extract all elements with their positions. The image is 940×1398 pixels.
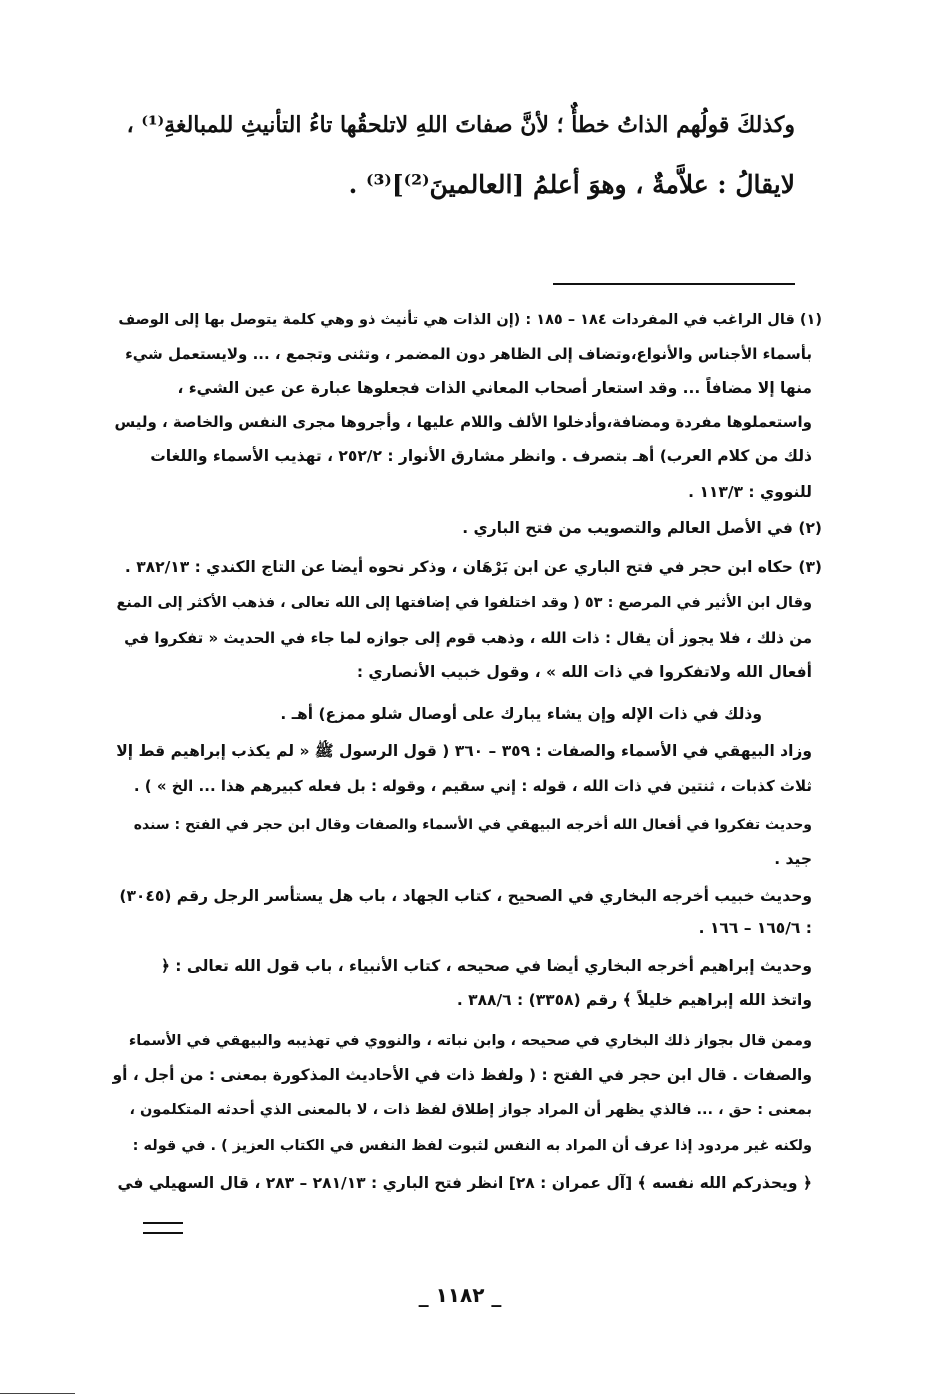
continuation-mark <box>143 1222 183 1234</box>
footnote-line: وقال ابن الأثير في المرصع : ٥٣ ( وقد اختلفوا في إضافتها إلى الله تعالى ، فذهب الأكثر إلى المنع <box>116 595 812 611</box>
footnote-line: وحديث تفكروا في أفعال الله أخرجه البيهقي في الأسماء والصفات وقال ابن حجر في الفتح : سنده <box>133 817 812 833</box>
footnote-line: واتخذ الله إبراهيم خليلاً ﴾ رقم (٣٣٥٨) : ٣٨٨/٦ . <box>456 991 812 1009</box>
footnote-line: ثلاث كذبات ، ثنتين في ذات الله ، قوله : إني سقيم ، وقوله : بل فعله كبيرهم هذا ... الخ » ) . <box>133 777 812 795</box>
footnote-line: ﴿ ويحذركم الله نفسه ﴾ [آل عمران : ٢٨] انظر فتح الباري : ٢٨١/١٣ – ٢٨٣ ، قال السهيلي في <box>117 1174 812 1192</box>
footnote-line: (٣) حكاه ابن حجر في فتح الباري عن ابن بَرْهَان ، وذكر نحوه أيضا عن التاج الكندي : ٣٨٢/١٣ . <box>124 558 822 576</box>
footnote-line: وحديث خبيب أخرجه البخاري في الصحيح ، كتاب الجهاد ، باب هل يستأسر الرجل رقم (٣٠٤٥) <box>119 887 812 905</box>
footnote-line: والصفات . قال ابن حجر في الفتح : ( ولفظ ذات في الأحاديث المذكورة بمعنى : من أجل ، أو <box>112 1066 812 1084</box>
scan-edge-line <box>0 1393 75 1394</box>
footnote-line: منها إلا مضافاً ... وقد استعار أصحاب المعاني الذات فجعلوها عبارة عن عين الشيء ، <box>177 379 812 397</box>
footnote-line: وممن قال بجواز ذلك البخاري في صحيحه ، وابن نباته ، والنووي في تهذيبه والبيهقي في الأسماء <box>128 1033 812 1049</box>
footnote-line: جيد . <box>774 850 812 868</box>
footnote-line: : ١٦٥/٦ – ١٦٦ . <box>698 919 812 937</box>
footnote-line: (١) قال الراغب في المفردات ١٨٤ – ١٨٥ : (إن الذات هي تأنيث ذو وهي كلمة يتوصل بها إلى الوصف <box>118 312 822 328</box>
footnote-line: بأسماء الأجناس والأنواع،وتضاف إلى الظاهر دون المضمر ، وتثنى وتجمع ، ... ولايستعمل شيء <box>125 345 812 363</box>
footnote-line: واستعملوها مفردة ومضافة،وأدخلوا الألف واللام عليها ، وأجروها مجرى النفس والخاصة ، وليس <box>114 413 812 431</box>
footnote-line: للنووي : ١١٣/٣ . <box>688 483 812 501</box>
footnote-line: (٢) في الأصل العالم والتصويب من فتح الباري . <box>462 519 822 537</box>
footnote-line: وزاد البيهقي في الأسماء والصفات : ٣٥٩ – ٣٦٠ ( قول الرسول ﷺ « لم يكذب إبراهيم قط إلا <box>116 742 812 760</box>
main-text-line-1: وكذلكَ قولُهم الذاتُ خطأٌ ؛ لأنَّ صفاتَ اللهِ لاتلحقُها تاءُ التأنيثِ للمبالغةِ⁽¹⁾ ، <box>126 112 795 138</box>
footnote-line: أفعال الله ولاتفكروا في ذات الله » ، وقول خبيب الأنصاري : <box>356 663 812 681</box>
footnote-separator <box>553 283 795 285</box>
page-number: _ ١١٨٢ _ <box>418 1283 502 1307</box>
footnote-line: من ذلك ، فلا يجوز أن يقال : ذات الله ، وذهب قوم إلى جوازه لما جاء في الحديث « تفكروا في <box>124 629 812 647</box>
footnote-line: ذلك من كلام العرب) أهـ بتصرف . وانظر مشارق الأنوار : ٢٥٢/٢ ، تهذيب الأسماء واللغات <box>150 447 812 465</box>
main-text-line-2: لايقالُ : علاَّمةٌ ، وهوَ أعلمُ [العالمينَ⁽²⁾]⁽³⁾ . <box>348 170 795 199</box>
footnote-line: وحديث إبراهيم أخرجه البخاري أيضا في صحيحه ، كتاب الأنبياء ، باب قول الله تعالى : ﴿ <box>160 957 812 975</box>
footnote-line: ولكنه غير مردود إذا عرف أن المراد به النفس لثبوت لفظ النفس في الكتاب العزيز ) . في قوله : <box>132 1138 812 1154</box>
footnote-line: بمعنى : حق ، ... فالذي يظهر أن المراد جواز إطلاق لفظ ذات ، لا بالمعنى الذي أحدثه المتكلمون ، <box>129 1102 812 1118</box>
footnote-line: وذلك في ذات الإله وإن يشاء يبارك على أوصال شلو ممزع) أهـ . <box>280 705 762 723</box>
